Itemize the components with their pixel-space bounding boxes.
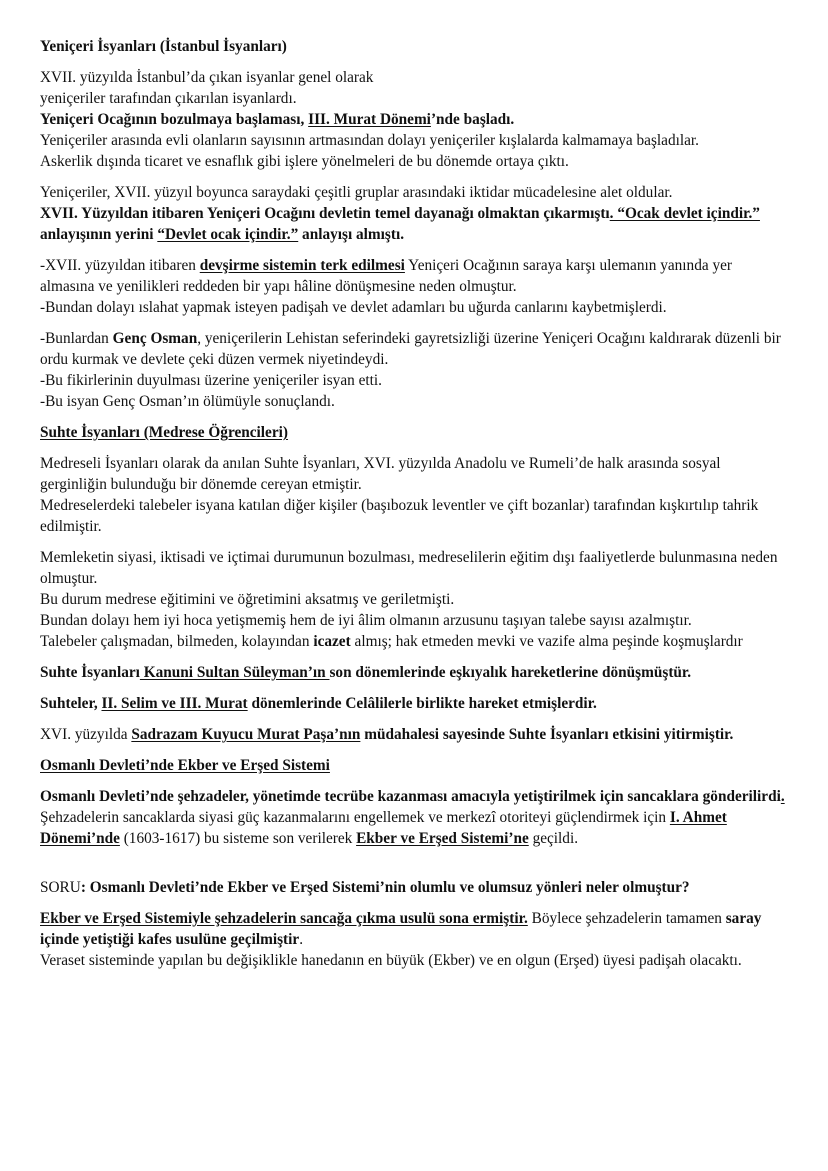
- question-line: [40, 877, 790, 898]
- bold-text: Suhte İsyanları: [40, 664, 140, 681]
- bold-text: Suhteler,: [40, 695, 102, 712]
- text-line: [40, 631, 790, 652]
- bold-text: saray içinde yetiştiği kafes usulüne geçilmiştir: [40, 910, 762, 948]
- bold-text: dönemlerinde Celâlilerle birlikte hareket etmişlerdir.: [247, 695, 597, 712]
- underline: III. Murat Dönemi: [308, 111, 431, 128]
- underline: Kanuni Sultan Süleyman’ın: [139, 664, 330, 681]
- underlined-bold-text: [157, 226, 298, 243]
- text-line: [40, 203, 790, 245]
- paragraph-suhte-causes: [40, 547, 790, 652]
- text-line: Medreselerdeki talebeler isyana katılan diğer kişiler (başıbozuk leventler ve çift bozanlar) tarafından kışkırtılıp tahrik edilmiştir.: [40, 497, 759, 535]
- bold-text: müdahalesi sayesinde Suhte İsyanları etkisini yitirmiştir.: [360, 726, 734, 743]
- bold-text: son dönemlerinde eşkıyalık hareketlerine dönüşmüştür.: [329, 664, 692, 681]
- plain-text: Şehzadelerin sancaklarda siyasi güç kazanmalarını engellemek ve merkezî otoriteyi güçlendirmek için: [40, 809, 670, 826]
- plain-text: , yeniçerilerin Lehistan seferindeki gayretsizliği üzerine Yeniçeri Ocağını kaldırarak düzenli bir ordu kurmak ve devlete çeki düzen vermek niyetindeydi.: [40, 330, 781, 368]
- plain-text: Talebeler çalışmadan, bilmeden, kolayından: [40, 633, 314, 650]
- text-line: yeniçeriler tarafından çıkarılan isyanlardı.: [40, 90, 297, 107]
- paragraph-celali: [40, 693, 790, 714]
- paragraph-genc-osman: [40, 328, 790, 412]
- text-line: [40, 908, 790, 950]
- text-line: Bundan dolayı hem iyi hoca yetişmemiş hem de iyi âlim olmanın arzusunu taşıyan talebe sayısı azalmıştır.: [40, 612, 692, 629]
- text-line: Veraset sisteminde yapılan bu değişiklikle hanedanın en büyük (Ekber) ve en olgun (Erşed) üyesi padişah olacaktı.: [40, 952, 742, 969]
- text-line: [40, 807, 790, 849]
- question-label: SORU: [40, 879, 81, 896]
- underline: devşirme sistemin terk edilmesi: [199, 257, 405, 274]
- underline: Ekber ve Erşed Sistemiyle şehzadelerin sancağa çıkma usulü sona ermiştir.: [40, 910, 528, 927]
- underlined-bold-text: [356, 830, 529, 847]
- text-line: -Bu fikirlerinin duyulması üzerine yeniçeriler isyan etti.: [40, 372, 382, 389]
- underline: Suhte İsyanları (Medrese Öğrencileri): [40, 424, 288, 441]
- underline: II. Selim ve III. Murat: [101, 695, 248, 712]
- paragraph-kanuni: [40, 662, 790, 683]
- plain-text: XVI. yüzyılda: [40, 726, 132, 743]
- underlined-bold-text: [131, 726, 360, 743]
- plain-text: -Bunlardan: [40, 330, 113, 347]
- section-title-ekber-ersed: [40, 755, 790, 776]
- bold-text: XVII. Yüzyıldan itibaren Yeniçeri Ocağını devletin temel dayanağı olmaktan çıkarmıştı: [40, 205, 610, 222]
- text-line: [40, 109, 790, 130]
- plain-text: almış; hak etmeden mevki ve vazife alma peşinde koşmuşlardır: [350, 633, 743, 650]
- text-line: XVII. yüzyılda İstanbul’da çıkan isyanlar genel olarak: [40, 69, 374, 86]
- paragraph-devsirme: [40, 255, 790, 318]
- underlined-bold-text: [40, 910, 528, 927]
- plain-text: Böylece şehzadelerin tamamen: [527, 910, 726, 927]
- underlined-bold-text: [308, 111, 431, 128]
- underlined-bold-text: [200, 257, 405, 274]
- plain-text: -XVII. yüzyıldan itibaren: [40, 257, 200, 274]
- text-line: Yeniçeriler arasında evli olanların sayısının artmasından dolayı yeniçeriler kışlalarda kalmamaya başladılar.: [40, 132, 699, 149]
- text-line: Askerlik dışında ticaret ve esnaflık gibi işlere yönelmeleri de bu dönemde ortaya çıktı.: [40, 153, 569, 170]
- bold-text: Osmanlı Devleti’nde şehzadeler, yönetimde tecrübe kazanması amacıyla yetiştirilmek için sancaklara gönderilirdi: [40, 788, 781, 805]
- bold-text: Genç Osman: [112, 330, 198, 347]
- underline: Ekber ve Erşed Sistemi’ne: [356, 830, 529, 847]
- text-line: -Bu isyan Genç Osman’ın ölümüyle sonuçlandı.: [40, 393, 335, 410]
- paragraph-suhte-intro: [40, 453, 790, 537]
- section-title-suhte: [40, 422, 790, 443]
- underline: I. Ahmet Dönemi’nde: [40, 809, 727, 847]
- paragraph-answer: [40, 908, 790, 971]
- paragraph-iktidar: [40, 182, 790, 245]
- underline: .: [780, 788, 785, 805]
- text-line: Yeniçeriler, XVII. yüzyıl boyunca saraydaki çeşitli gruplar arasındaki iktidar mücadelesine alet oldular.: [40, 184, 673, 201]
- bold-text: anlayışının yerini: [40, 226, 158, 243]
- plain-text: Yeniçeri Ocağının saraya karşı ulemanın yanında yer almasına ve yenilikleri reddeden bir yapı hâline dönüşmesine neden olmuştur.: [40, 257, 732, 295]
- plain-text: (1603-1617) bu sisteme son verilerek: [119, 830, 357, 847]
- underline: Sadrazam Kuyucu Murat Paşa’nın: [131, 726, 361, 743]
- paragraph-sancak: [40, 786, 790, 849]
- text-line: Medreseli İsyanları olarak da anılan Suhte İsyanları, XVI. yüzyılda Anadolu ve Rumeli’de halk arasında sosyal gerginliğin bulunduğu bir dönemde cereyan etmiştir.: [40, 455, 721, 493]
- underline: Osmanlı Devleti’nde Ekber ve Erşed Sistemi: [40, 757, 330, 774]
- underline: “Devlet ocak içindir.”: [157, 226, 299, 243]
- bold-text: : Osmanlı Devleti’nde Ekber ve Erşed Sistemi’nin olumlu ve olumsuz yönleri neler olmuştur?: [80, 879, 690, 896]
- paragraph-intro: [40, 67, 790, 172]
- text-line: [40, 255, 790, 297]
- text-line: -Bundan dolayı ıslahat yapmak isteyen padişah ve devlet adamları bu uğurda canlarını kaybetmişlerdi.: [40, 299, 667, 316]
- text-line: Bu durum medrese eğitimini ve öğretimini aksatmış ve geriletmişti.: [40, 591, 455, 608]
- plain-text: .: [299, 931, 304, 948]
- plain-text: geçildi.: [528, 830, 579, 847]
- bold-text: ’nde başladı.: [430, 111, 515, 128]
- underlined-bold-text: [610, 205, 760, 222]
- bold-text: icazet: [313, 633, 351, 650]
- underline: . “Ocak devlet içindir.”: [609, 205, 760, 222]
- paragraph-kuyucu: [40, 724, 790, 745]
- text-line: [40, 328, 790, 370]
- section-title-yeniceri: Yeniçeri İsyanları (İstanbul İsyanları): [40, 38, 287, 55]
- text-line: Memleketin siyasi, iktisadi ve içtimai durumunun bozulması, medreselilerin eğitim dışı faaliyetlerde bulunmasına neden olmuştur.: [40, 549, 778, 587]
- document-page: [40, 36, 790, 971]
- text-line: [40, 786, 790, 807]
- bold-text: Yeniçeri Ocağının bozulmaya başlaması,: [40, 111, 309, 128]
- bold-text: anlayışı almıştı.: [298, 226, 405, 243]
